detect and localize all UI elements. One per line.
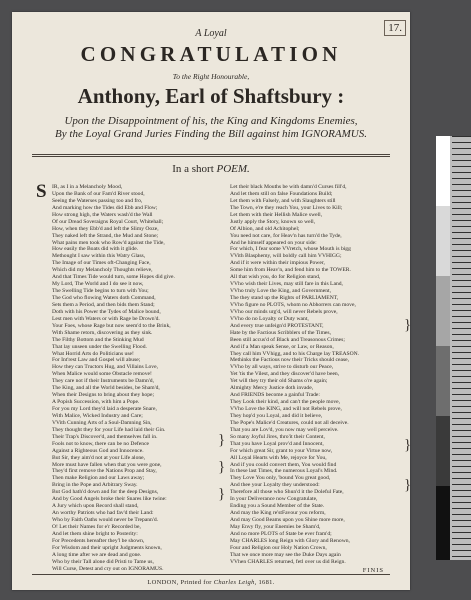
- poem-line: And if you could convert them, You would find: [230, 461, 337, 468]
- folio-number: 17.: [384, 20, 406, 36]
- poem-line: How, when they Ebb'd and left the Slimy Ooze,: [52, 225, 159, 232]
- poem-line: In these last Times, the numerous Loyal's Mind.: [230, 468, 338, 475]
- poem-line: Justly apply the Story, known so well,: [230, 218, 316, 225]
- poem-line: Sets them a Period, and then bids them Stand;: [52, 301, 155, 308]
- poem-line: When their Designs to bring about they hope;: [52, 392, 155, 399]
- poem-line: For Wisdom and their upright Judgments known,: [52, 544, 162, 551]
- poem-line: Who by their Tall alone did Pristi to Tame us,: [52, 558, 154, 565]
- poem-line: For Precedents hereafter they'l be shown,: [52, 537, 145, 544]
- poem-line: Methinks the Factious now their Tricks should cease,: [230, 357, 350, 364]
- subtitle-line-2: By the Loyal Grand Juries Finding the Bill against him IGNORAMUS.: [55, 128, 367, 140]
- poem-line: They hop'd you Loyal, and did it believe,: [230, 412, 323, 419]
- poem-line: In your Deliverance now Congratulate,: [230, 496, 318, 503]
- poem-line: Then make Religion and our Laws away;: [52, 475, 145, 482]
- poem-line: VVhen CHARLES returned, fetl over us did Reign.: [230, 558, 346, 565]
- poem-line: VVho by all ways, strive to disturb our Peace,: [230, 364, 334, 371]
- poem-line: My Lord, The World and I do see it now,: [52, 281, 144, 288]
- poem-line: And let them still on false Foundations Build;: [230, 190, 333, 197]
- poem-line: Of Albion, and old Achitophel;: [230, 225, 300, 232]
- poem-line: When Malice would some Obstacle remove!: [52, 371, 152, 378]
- poem-line: And FRIENDS become a gainful Trade:: [230, 392, 320, 399]
- triplet-brace: }: [218, 459, 226, 475]
- poem-line: That we once more may see the Duke Days again: [230, 551, 341, 558]
- poem-heading-word: POEM.: [216, 163, 250, 175]
- poem-line: What pains men took who Row'd against the Tide,: [52, 239, 165, 246]
- poem-line: And if a Man speak Sense, or Law, or Reason,: [230, 343, 334, 350]
- poem-line: VVho wish their Lives, may still fare in this Land,: [230, 281, 343, 288]
- gray-patch-mid: [436, 276, 450, 346]
- poem-line: That you have Loyal prov'd and Innocent,: [230, 440, 324, 447]
- poem-line: But Sir, they aim'd not at your Life alone,: [52, 454, 146, 461]
- poem-line: They'd first remove the Nations Prop and Stay,: [52, 468, 157, 475]
- subtitle: [12, 115, 410, 141]
- dedication-line: To the Right Honourable,: [172, 72, 250, 81]
- poem-line: The Filthy Bottom and the Stinking Mud: [52, 336, 144, 343]
- poem-line: But God hath'd down and for the deep Designs,: [52, 489, 159, 496]
- main-title: CONGRATULATION: [80, 42, 342, 66]
- poem-line: They Love You only, 'bound You great good,: [230, 475, 331, 482]
- poem-line: All Loyal Hearts with Me, rejoyce for You,: [230, 454, 327, 461]
- poem-line: IR, as I in a Melancholy Mood,: [52, 184, 123, 190]
- poem-line: And every true unfeign'd PROTESTANT,: [230, 322, 324, 329]
- poem-line: Ending you a Sound Member of the State.: [230, 503, 325, 510]
- poem-line: The Town, e're they reach You, your Lives to Kill;: [230, 204, 343, 211]
- subtitle-line-1: Upon the Disappointment of his, the King and Kingdoms Enemies,: [64, 115, 358, 127]
- imprint-year: 1681.: [258, 579, 275, 586]
- poem-line: Which did my Melancholy Thoughts relieve,: [52, 267, 153, 274]
- poem-line: And he himself appeared on your side:: [230, 239, 317, 246]
- poem-line: The King, and all the World besides, be Sham'd,: [52, 385, 160, 392]
- poem-line: Bring in the Pope and Arbitrary Sway.: [52, 482, 138, 489]
- poem-line: You need not care, for Heav'n has turn'd the Tyde,: [230, 232, 342, 239]
- triplet-brace: }: [404, 437, 412, 453]
- poem-line: And thee your Loyalty they understood:: [230, 482, 320, 489]
- broadside-sheet: [12, 12, 410, 590]
- gray-patch-black: [436, 486, 450, 560]
- poem-line: And may the King re'stFavour you reform,: [230, 510, 326, 517]
- poem-line: Let their black Mouths be with damn'd Curses fill'd,: [230, 184, 347, 190]
- poem-line: Yet 'tis the Vilest, and they discover'd have been,: [230, 371, 340, 378]
- poem-line: The Pope's Malice'd Creatures, could not all deceive.: [230, 419, 349, 426]
- poem-line: VVho Love the KING, and will not Rebels prove,: [230, 406, 342, 412]
- poem-line: Your Foes, whose Rage but now seem'd to the Brink,: [52, 322, 171, 329]
- poem-line: Fools not to know, there can be no Defence: [52, 440, 150, 447]
- divider-rule: [32, 156, 390, 157]
- poem-column-right: [230, 184, 404, 566]
- poem-line: And if it were within their impious Power,: [230, 260, 325, 267]
- ruler-scale-ticks: [452, 136, 471, 560]
- poem-line: What Horrid Arts do Politicians use!: [52, 350, 134, 357]
- finis-mark: FINIS: [362, 567, 384, 574]
- poem-line: They naked left the Strand, the Mud and Stone;: [52, 232, 159, 239]
- gray-patch-darker: [436, 416, 450, 486]
- poem-line: May Envy fly, your Enemies be Sham'd,: [230, 523, 321, 530]
- poem-line: A long time after we are dead and gone.: [52, 551, 142, 558]
- poem-line: And let them shine bright to Posterity:: [52, 530, 138, 537]
- footer-rule: [32, 574, 390, 575]
- poem-line: They Look their kind, and can't the people move,: [230, 399, 341, 406]
- poem-line: Let them with their Hellish Malice swell,: [230, 211, 323, 218]
- poem-line: That you are Lov'd, you now may well perceive.: [230, 426, 339, 433]
- poem-line: O! Let their Names for e'r Recorded be,: [52, 523, 141, 530]
- poem-line: How easily the Boats did with it glide.: [52, 246, 139, 253]
- poem-line: Methought I saw within this Watry Glass,: [52, 253, 146, 260]
- poem-line: For which, I fear some VVretch, whose Mouth is bigg: [230, 246, 351, 253]
- poem-line: The God who flowing Waters doth Command,: [52, 295, 156, 301]
- poem-line: Yet will they try their old Shams o're again;: [230, 378, 328, 385]
- poem-line: And may Good Beams upon you Shine more more,: [230, 517, 345, 523]
- poem-line: With Shame retorn, discovering as they sink.: [52, 329, 153, 336]
- poem-line: VVho do no Loyalty or Duty want,: [230, 315, 309, 322]
- title-kicker: A Loyal: [195, 28, 227, 39]
- poem-line: Who by Faith Oaths would never be Trepann'd.: [52, 517, 159, 523]
- poem-line: With Malice, Wicked Industry and Care;: [52, 412, 143, 419]
- poem-line: Doth with his Power the Tydes of Malice bound,: [52, 308, 161, 315]
- poem-line: For you my Lord they'd laid a desperate Snare,: [52, 406, 157, 412]
- poem-line: Hate by the Factious Scribblers of the Times,: [230, 329, 331, 336]
- poem-line: Will Curse, Detest and cry out on IGNORAMUS.: [52, 565, 164, 572]
- poem-line: That lay unseen under the Swelling Flood.: [52, 343, 147, 350]
- triplet-brace: }: [404, 477, 412, 493]
- poem-line: VVith Cunning Arts of a Soul-Damning Sin,: [52, 419, 152, 426]
- imprint: [12, 579, 410, 586]
- poem-line: Their Trap's Discover'd, and themselves fall in.: [52, 433, 158, 440]
- poem-line: Let them with Falsely, and with Slaughters still: [230, 197, 336, 204]
- poem-line: More must have fallen when that you were gone,: [52, 461, 162, 468]
- poem-line: Some him from Heav'n, and fend him to the TOWER.: [230, 267, 351, 274]
- poem-line: An worthy Patriots who had fav'd their Land:: [52, 510, 154, 517]
- poem-line: Upon the Bank of our Fam'd River stood,: [52, 190, 145, 197]
- gray-patch-white: [436, 136, 450, 206]
- gray-patch-light: [436, 206, 450, 276]
- poem-line: All that wish you, do for Religion stand,: [230, 274, 321, 281]
- poem-line: And by Good Angels broke their Snares like twine:: [52, 496, 167, 503]
- poem-heading: [12, 163, 410, 175]
- poem-line: VVho our minds urg'd, will never Rebels prove,: [230, 308, 338, 315]
- poem-line: A Jury which upon Record shall stand,: [52, 503, 139, 510]
- poem-line: They thought they for your Life had laid their Gin.: [52, 426, 166, 433]
- poem-line: The Swelling Tide begins to turn with You;: [52, 288, 149, 295]
- poem-line: For Int'rest Law and Gospel will abuse;: [52, 357, 141, 364]
- poem-line: Seeing the Waterses passing too and fro,: [52, 197, 143, 204]
- poem-line: VVho figure no PLOTS, whom no Abhorrers can move,: [230, 301, 356, 308]
- poem-line: Almighty Mercy Justice doth invade,: [230, 385, 314, 392]
- divider-rule: [32, 154, 390, 155]
- poem-line: The Image of our Times oft-Changing Face,: [52, 260, 151, 267]
- poem-line: Four and Religion our Holy Nation Crown,: [230, 544, 327, 551]
- poem-line: Of our Dread Soveraigns Royal Court, Whitehall;: [52, 218, 164, 225]
- imprint-publisher: Charles Leigh,: [213, 579, 257, 586]
- poem-line: Been still accus'd of Black and Treasonous Crimes;: [230, 336, 345, 343]
- poem-line: Therefore all those who Shun'd it the Doleful Fate,: [230, 489, 344, 496]
- poem-column-left: [36, 181, 230, 573]
- poem-heading-text: In a short: [172, 163, 214, 175]
- dedicatee-name: Anthony, Earl of Shaftsbury :: [77, 84, 345, 108]
- poem-line: And that Times Tide would turn, some Hopes did give.: [52, 274, 175, 281]
- poem-line: And no more PLOTS of State be ever fram'd;: [230, 530, 332, 537]
- poem-line: Against a Righteous God and Innocence.: [52, 447, 144, 454]
- triplet-brace: }: [218, 486, 226, 502]
- poem-line: May CHARLES long Reign with Glory and Renown,: [230, 537, 350, 544]
- poem-line: They call him VVhigg, and to his Charge lay TREASON.: [230, 350, 360, 357]
- triplet-brace: }: [404, 317, 412, 333]
- imprint-city: LONDON, Printed for: [147, 579, 212, 586]
- poem-line: How they can Tructors Hug, and Villains Love,: [52, 364, 158, 371]
- poem-line: The they stand up the Rights of PARLIAMENT,: [230, 295, 339, 301]
- poem-line: Lest men with Waters or with Rage be Drown'd.: [52, 315, 160, 322]
- poem-line: A Popish Succession, with him a Pope.: [52, 399, 140, 406]
- poem-line: VVith Blasphemy, will boldly call him VVHIGG;: [230, 253, 342, 260]
- poem-line: So many Joyful Jires, thro'it their Content,: [230, 433, 325, 440]
- poem-line: VVho truly Love the King, and Government,: [230, 288, 331, 295]
- gray-patch-dark: [436, 346, 450, 416]
- poem-line: And marking how the Tides did Ebb and Flow;: [52, 204, 158, 211]
- poem-line: How strong high, the Waters wash'd the Wall: [52, 211, 153, 218]
- poem-line: They care not if their Instruments be Damn'd,: [52, 378, 154, 385]
- poem-line: For which great Sir, grant to your Virtue now,: [230, 447, 333, 454]
- color-scale-ruler: [436, 136, 471, 560]
- drop-cap: S: [36, 181, 47, 202]
- triplet-brace: }: [218, 432, 226, 448]
